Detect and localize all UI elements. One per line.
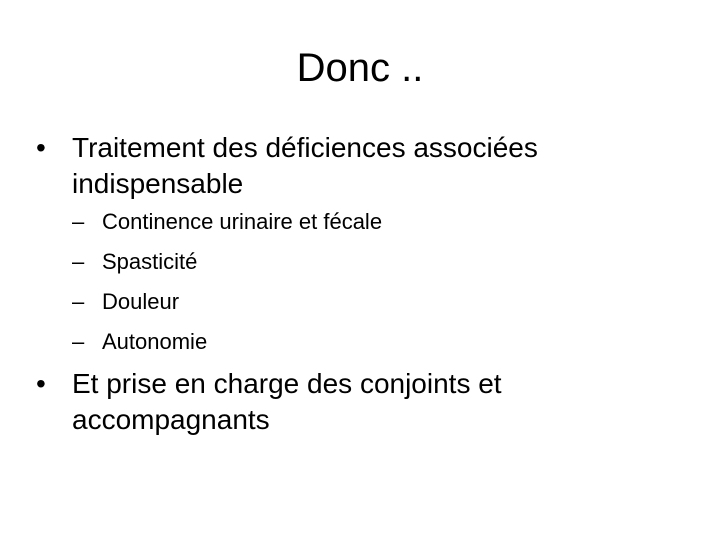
bullet-item xyxy=(36,130,666,356)
bullet-item xyxy=(36,366,666,438)
sub-bullet-text: Continence urinaire et fécale xyxy=(102,209,383,234)
sub-bullet-text: Spasticité xyxy=(102,249,198,274)
sub-bullet-item xyxy=(72,328,666,356)
sub-bullet-text: Douleur xyxy=(102,289,180,314)
bullet-text: Traitement des déficiences associées indispensable xyxy=(72,132,538,199)
sub-bullet-item xyxy=(72,208,666,236)
sub-bullet-item xyxy=(72,288,666,316)
sub-bullet-marker: – xyxy=(72,289,85,314)
sub-bullet-item xyxy=(72,248,666,276)
slide-title: Donc .. xyxy=(296,46,424,90)
sub-bullet-list xyxy=(72,208,666,356)
sub-bullet-marker: – xyxy=(72,209,85,234)
bullet-marker: • xyxy=(36,132,46,163)
sub-bullet-marker: – xyxy=(72,329,85,354)
bullet-marker: • xyxy=(36,368,46,399)
bullet-list xyxy=(36,130,666,438)
bullet-text: Et prise en charge des conjoints et accompagnants xyxy=(72,368,502,435)
sub-bullet-text: Autonomie xyxy=(102,329,208,354)
sub-bullet-marker: – xyxy=(72,249,85,274)
